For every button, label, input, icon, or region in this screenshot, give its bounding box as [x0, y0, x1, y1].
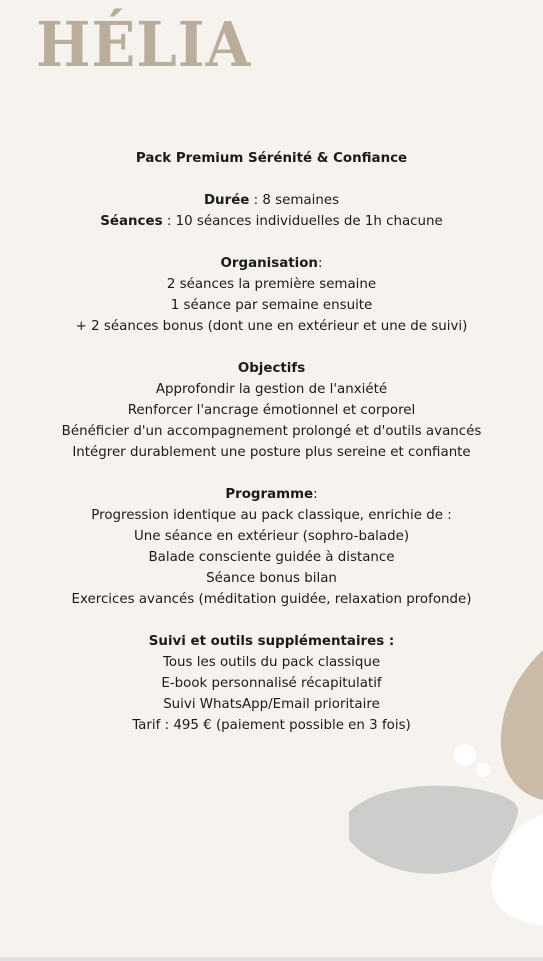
objectifs-line: Intégrer durablement une posture plus sereine et confiante [72, 445, 471, 460]
seances-line [0, 211, 543, 232]
seances-label: Séances [100, 214, 163, 229]
suivi-line: E-book personnalisé récapitulatif [161, 676, 382, 691]
suivi-line: Suivi WhatsApp/Email prioritaire [163, 697, 380, 712]
tarif-line: Tarif : 495 € (paiement possible en 3 fois) [132, 718, 411, 733]
objectifs-heading: Objectifs [237, 361, 306, 376]
duree-line [0, 190, 543, 211]
brand-logo: HÉLIA [36, 8, 252, 81]
white-dot-small [476, 763, 490, 777]
objectifs-line: Bénéficier d'un accompagnement prolongé et d'outils avancés [61, 424, 482, 439]
programme-line: Exercices avancés (méditation guidée, relaxation profonde) [71, 592, 472, 607]
organisation-line: + 2 séances bonus (dont une en extérieur et une de suivi) [75, 319, 468, 334]
suivi-line: Tous les outils du pack classique [162, 655, 381, 670]
programme-line: Progression identique au pack classique, enrichie de : [91, 508, 452, 523]
seances-value: : 10 séances individuelles de 1h chacune [162, 214, 443, 229]
white-leaf-shape [491, 815, 543, 925]
programme-heading: Programme: [225, 487, 318, 502]
pack-description [0, 148, 543, 736]
organisation-line: 2 séances la première semaine [166, 277, 377, 292]
objectifs-line: Approfondir la gestion de l'anxiété [155, 382, 388, 397]
suivi-heading: Suivi et outils supplémentaires : [148, 634, 395, 649]
organisation-heading: Organisation: [220, 256, 323, 271]
programme-line: Balade consciente guidée à distance [148, 550, 395, 565]
programme-line: Séance bonus bilan [206, 571, 337, 586]
white-dot-large [454, 744, 476, 766]
bottom-divider [0, 957, 543, 961]
programme-line: Une séance en extérieur (sophro-balade) [133, 529, 410, 544]
duree-label: Durée [203, 193, 250, 208]
duree-value: : 8 semaines [249, 193, 340, 208]
objectifs-line: Renforcer l'ancrage émotionnel et corporel [127, 403, 416, 418]
pack-title: Pack Premium Sérénité & Confiance [135, 151, 408, 166]
grey-leaf-shape [349, 786, 518, 874]
organisation-line: 1 séance par semaine ensuite [170, 298, 373, 313]
